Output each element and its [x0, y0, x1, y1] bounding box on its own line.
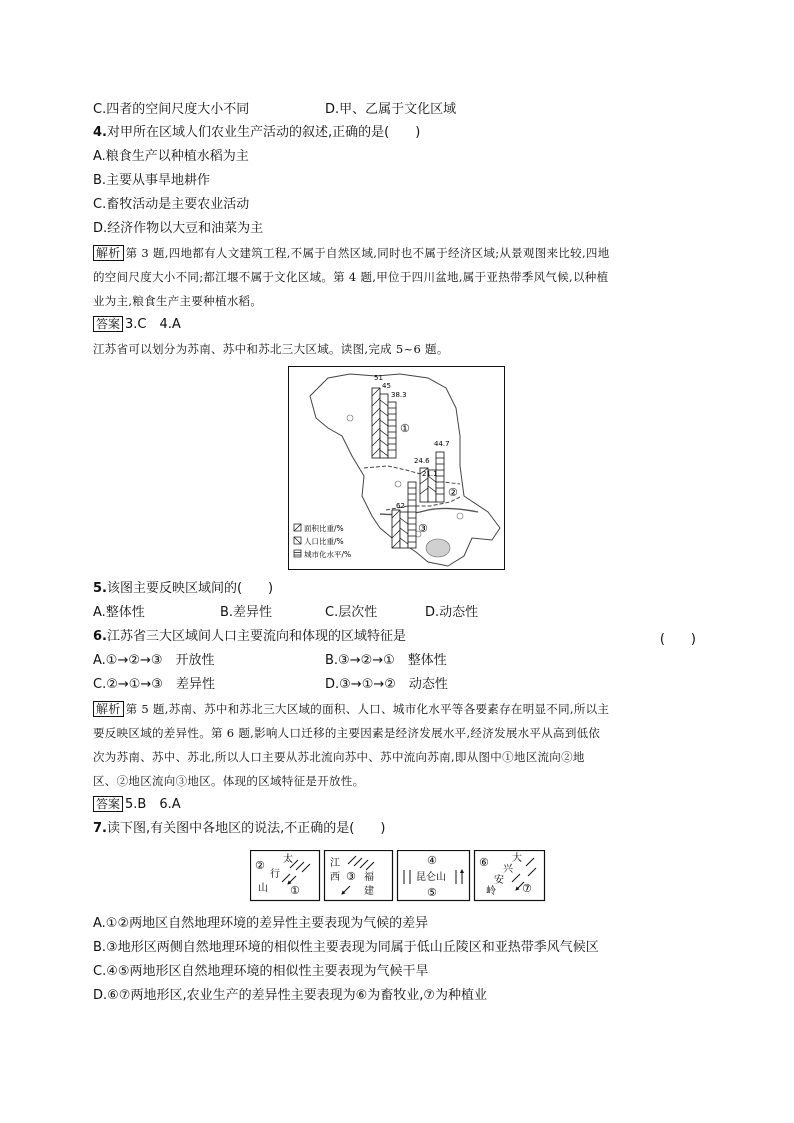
panel-wuyi — [325, 851, 393, 901]
lake-taihu — [426, 539, 450, 557]
panel2-marker-3: ③ — [346, 870, 356, 883]
q3-option-d: D.甲、乙属于文化区域 — [325, 102, 457, 117]
q7-panels — [250, 850, 546, 902]
q7-option-c: C.④⑤两地形区自然地理环境的相似性主要表现为气候干旱 — [93, 964, 429, 979]
q6-option-b: B.③→②→① 整体性 — [325, 653, 447, 668]
panel1-char-tai: 太 — [283, 854, 293, 865]
panel2-char-fu: 福 — [364, 872, 374, 883]
analysis2-line4: 区、②地区流向③地区。体现的区域特征是开放性。 — [93, 774, 365, 788]
q6-option-d: D.③→①→② 动态性 — [325, 677, 448, 692]
panel4-marker-6: ⑥ — [479, 856, 489, 869]
jiangsu-map — [288, 366, 505, 570]
q5-option-a: A.整体性 — [93, 605, 145, 620]
label-24-6: 24.6 — [414, 457, 430, 465]
legend-urbanization: 城市化水平/% — [304, 550, 352, 559]
label-51: 51 — [374, 374, 383, 382]
q4-option-a: A.粮食生产以种植水稻为主 — [93, 149, 249, 164]
analysis1-tag: 解析 — [93, 245, 124, 261]
q5-stem: 5.该图主要反映区域间的( ) — [93, 581, 274, 596]
panel1-char-shan: 山 — [258, 883, 268, 894]
answer1-tag: 答案 — [93, 316, 123, 332]
analysis2-line3: 次为苏南、苏中、苏北,所以人口主要从苏北流向苏中、苏中流向苏南,即从图中①地区流向②地 — [93, 750, 585, 764]
panel2-char-xi: 西 — [330, 872, 340, 883]
analysis1-line2: 的空间尺度大小不同;都江堰不属于文化区域。第 4 题,甲位于四川盆地,属于亚热带季风气候,以种植 — [93, 270, 609, 284]
answer2-tag: 答案 — [93, 796, 123, 812]
analysis2-tag: 解析 — [93, 701, 124, 717]
panel2-char-jian: 建 — [364, 886, 374, 897]
panel1-marker-1: ① — [290, 884, 300, 897]
analysis1-line1: 解析 第 3 题,四地都有人文建筑工程,不属于自然区域,同时也不属于经济区域;从景观图来比较,四地 — [93, 244, 610, 262]
answer2 — [93, 796, 181, 814]
answer1 — [93, 316, 181, 334]
q4-option-d: D.经济作物以大豆和油菜为主 — [93, 221, 264, 236]
q6-stem: 6.江苏省三大区域间人口主要流向和体现的区域特征是 — [93, 629, 406, 644]
panel1-char-hang: 行 — [270, 869, 280, 880]
q4-stem — [93, 124, 420, 142]
q7-option-a: A.①②两地区自然地理环境的差异性主要表现为气候的差异 — [93, 916, 429, 931]
q6-answer-paren: ( ) — [659, 632, 696, 647]
intro-5-6: 江苏省可以划分为苏南、苏中和苏北三大区域。读图,完成 5~6 题。 — [93, 342, 449, 356]
q3-option-c: C.四者的空间尺度大小不同 — [93, 102, 250, 117]
q5-number: 5. — [93, 581, 107, 596]
q7-option-d: D.⑥⑦两地形区,农业生产的差异性主要表现为⑥为畜牧业,⑦为种植业 — [93, 988, 488, 1003]
region-marker-2: ② — [448, 486, 458, 499]
q5-option-d: D.动态性 — [425, 605, 479, 620]
analysis1-line3: 业为主,粮食生产主要种植水稻。 — [93, 294, 263, 308]
q4-number: 4. — [93, 125, 107, 140]
q6-number: 6. — [93, 629, 107, 644]
panel-daxinganling — [475, 851, 545, 901]
panel3-marker-4: ④ — [427, 854, 437, 867]
panel2-char-jiang: 江 — [330, 858, 340, 869]
region-marker-1: ① — [400, 422, 410, 435]
q6-option-c: C.②→①→③ 差异性 — [93, 677, 215, 692]
q4-stem-text: 对甲所在区域人们农业生产活动的叙述,正确的是( ) — [106, 125, 421, 140]
q7-option-b: B.③地形区两侧自然地理环境的相似性主要表现为同属于低山丘陵区和亚热带季风气候区 — [93, 940, 599, 955]
panel3-marker-5: ⑤ — [427, 886, 437, 899]
panel-taihang — [251, 851, 320, 901]
label-45: 45 — [382, 382, 391, 390]
analysis2-line1: 解析 第 5 题,苏南、苏中和苏北三大区域的面积、人口、城市化水平等各要素存在明显不同,所以主 — [93, 700, 609, 718]
panel3-label-kunlun: 昆仑山 — [416, 872, 446, 883]
panel4-marker-7: ⑦ — [522, 882, 532, 895]
legend-population: 人口比重/% — [304, 537, 344, 546]
region-marker-3: ③ — [418, 522, 428, 535]
panel4-char-ling: 岭 — [486, 886, 496, 897]
analysis2-line2: 要反映区域的差异性。第 6 题,影响人口迁移的主要因素是经济发展水平,经济发展水平从高到低依 — [93, 726, 601, 740]
answer1-text: 3.C 4.A — [125, 317, 181, 332]
label-44-7: 44.7 — [434, 440, 450, 448]
q5-option-b: B.差异性 — [220, 605, 273, 620]
panel-kunlun — [398, 851, 470, 901]
label-21-1: 21.1 — [422, 470, 438, 478]
panel4-char-da: 大 — [512, 853, 522, 864]
q5-option-c: C.层次性 — [325, 605, 378, 620]
q7-stem: 7.读下图,有关图中各地区的说法,不正确的是( ) — [93, 821, 386, 836]
q4-option-c: C.畜牧活动是主要农业活动 — [93, 197, 250, 212]
label-62: 62 — [396, 502, 405, 510]
panel1-marker-2: ② — [255, 859, 265, 872]
q4-option-b: B.主要从事旱地耕作 — [93, 173, 211, 188]
q7-number: 7. — [93, 821, 107, 836]
answer2-text: 5.B 6.A — [125, 797, 181, 812]
panel4-char-an: 安 — [494, 875, 504, 886]
label-38-3: 38.3 — [391, 391, 407, 399]
panel4-char-xing: 兴 — [503, 864, 513, 875]
legend-area: 面积比重/% — [304, 524, 344, 533]
q6-option-a: A.①→②→③ 开放性 — [93, 653, 215, 668]
